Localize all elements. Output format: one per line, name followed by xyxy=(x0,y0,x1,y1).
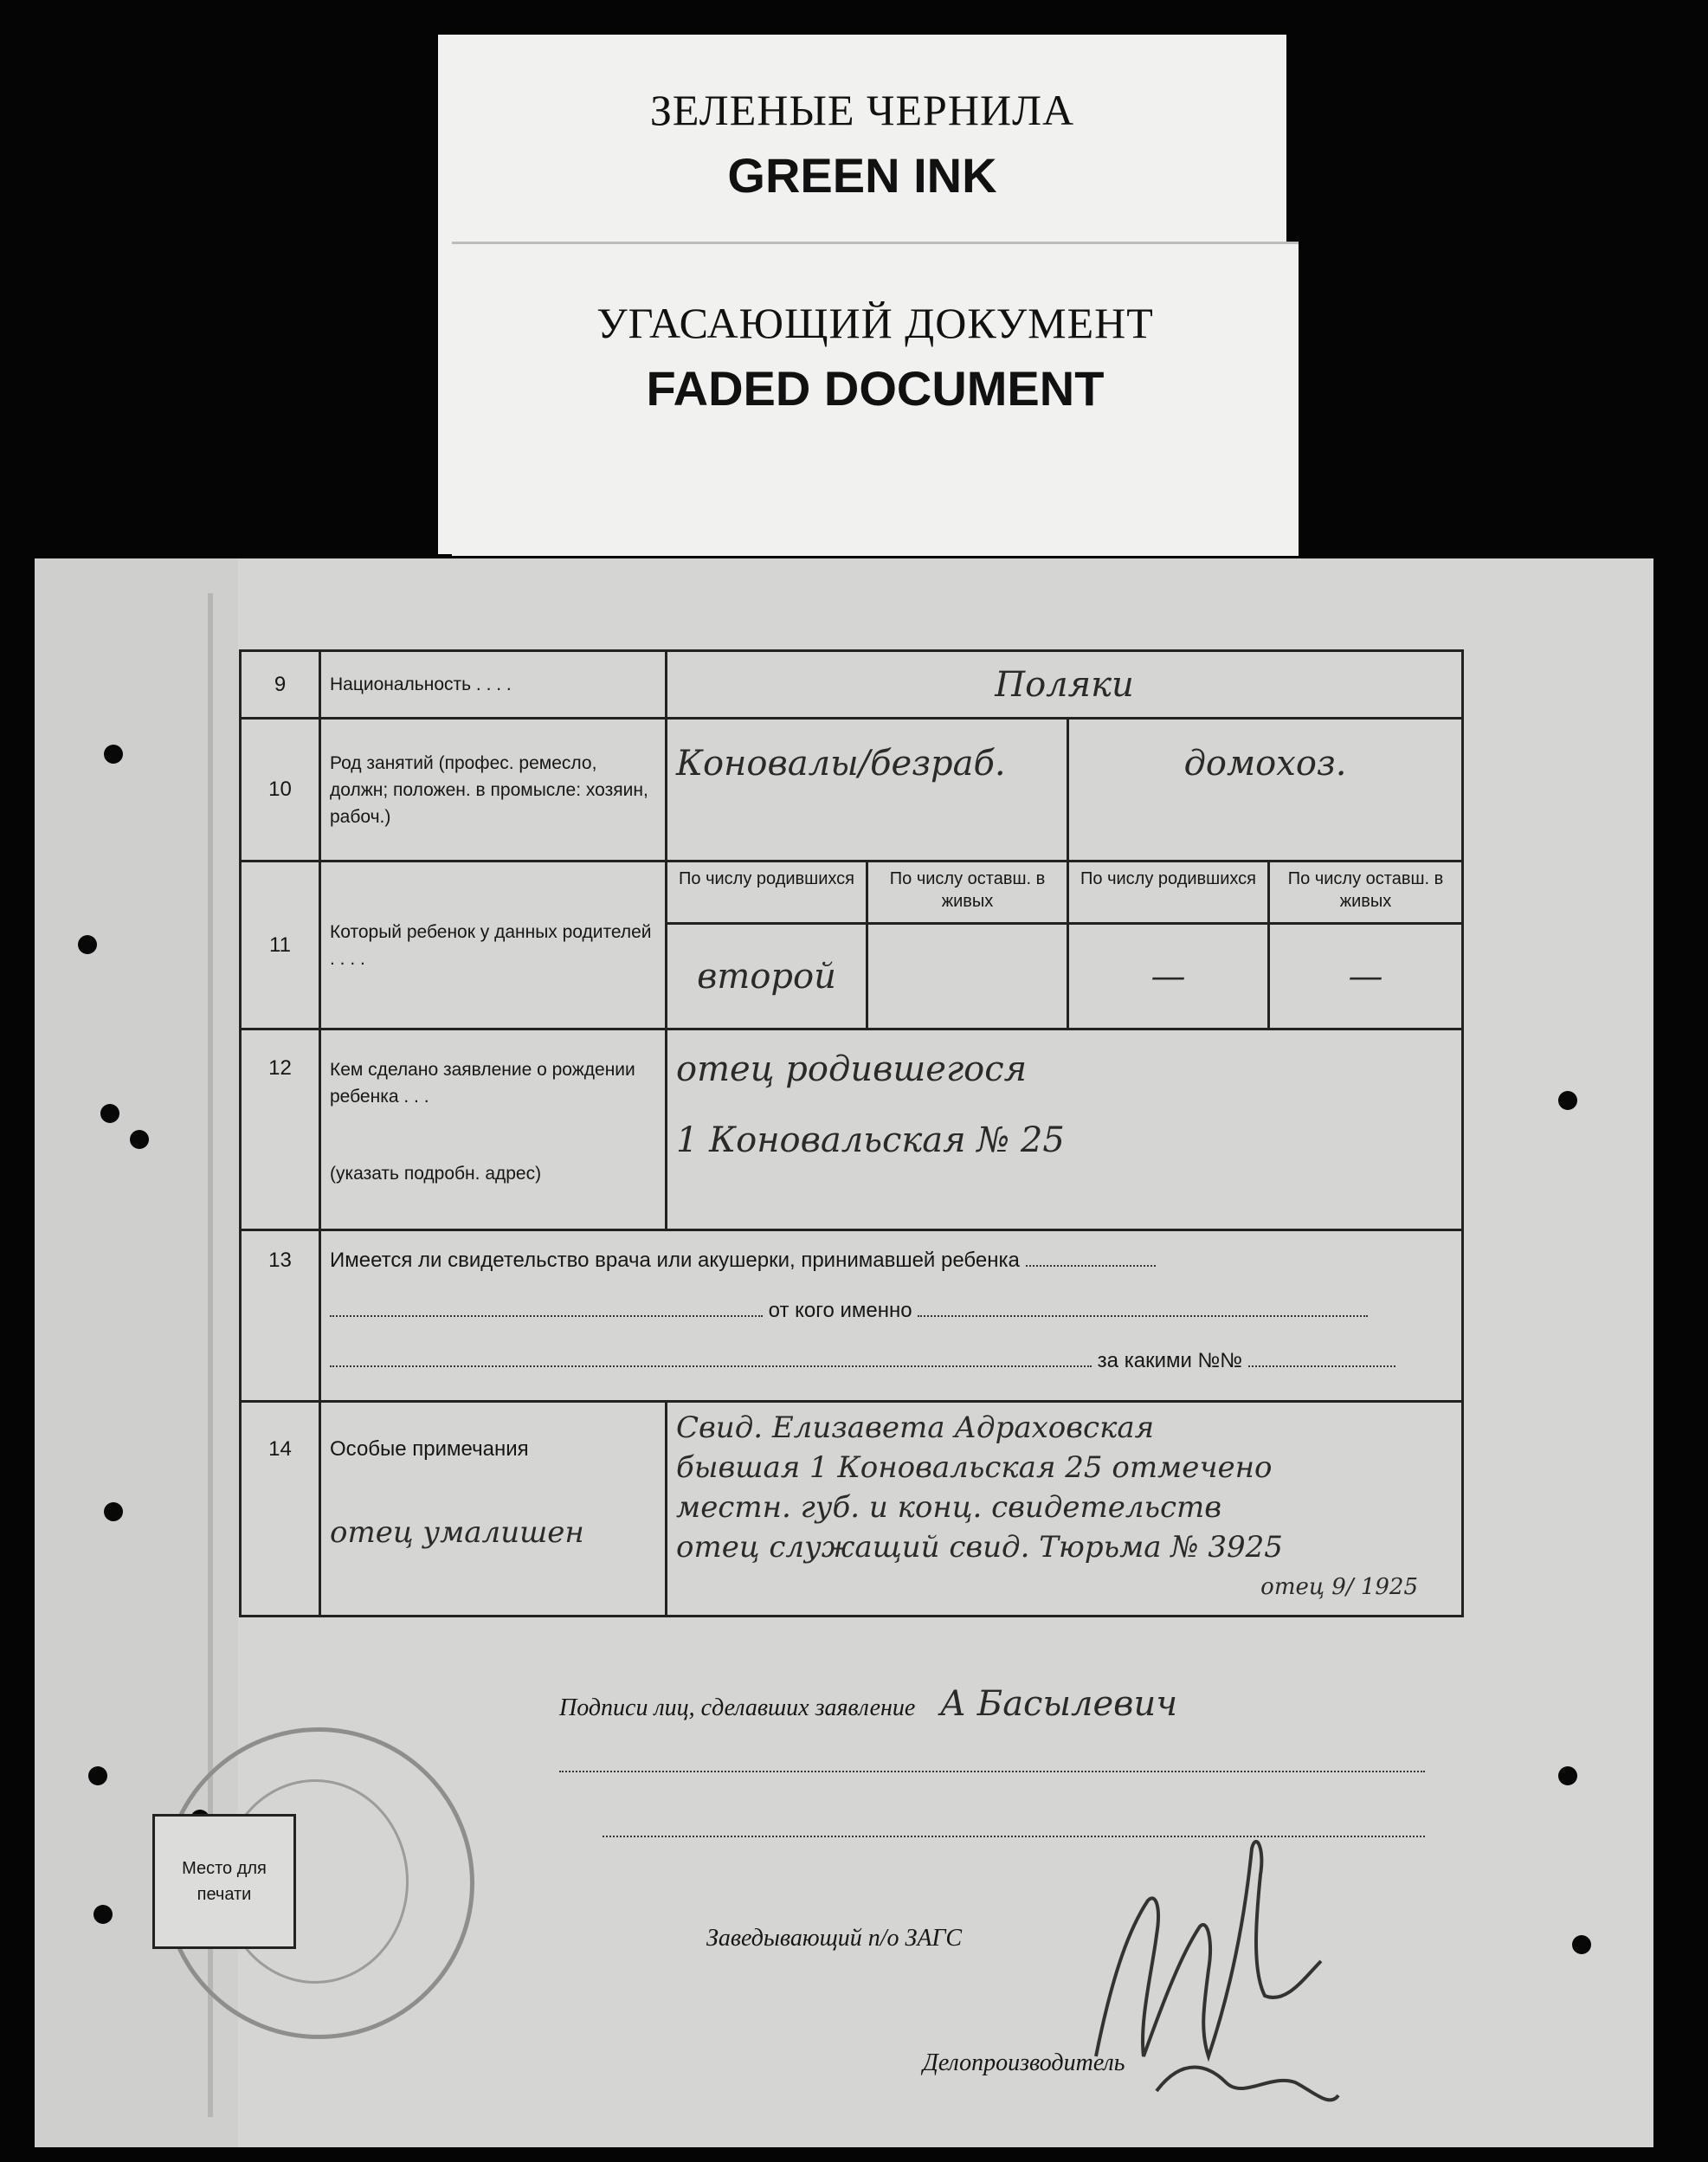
punch-hole xyxy=(93,1905,113,1924)
applicant-address-value: 1 Коновальская № 25 xyxy=(676,1120,1065,1160)
punch-hole xyxy=(100,1104,119,1123)
faded-document-label-card xyxy=(452,244,1299,556)
stamp-place-box xyxy=(152,1814,296,1949)
row-number: 9 xyxy=(241,651,320,719)
row-occupation xyxy=(241,719,1463,862)
child-order-header-born-2: По числу родившихся xyxy=(1068,862,1269,924)
applicant-signature-line xyxy=(559,1684,1177,1724)
clerk-label: Делопроизводитель xyxy=(923,2049,1125,2076)
row-applicant xyxy=(241,1029,1463,1230)
row-nationality xyxy=(241,651,1463,719)
green-ink-label-en: GREEN INK xyxy=(727,148,997,203)
child-order-header-living-2: По числу оставш. в живых xyxy=(1269,862,1463,924)
row-number: 13 xyxy=(241,1230,320,1402)
punch-hole xyxy=(1558,1091,1577,1110)
punch-hole xyxy=(1558,1766,1577,1785)
certificate-from-whom: от кого именно xyxy=(768,1299,912,1322)
nationality-value: Поляки xyxy=(995,664,1134,705)
signatures-section xyxy=(182,1658,1461,2143)
child-order-born-value-2: — xyxy=(1150,956,1186,997)
occupation-father-value: Коновалы/безраб. xyxy=(676,744,1006,784)
special-notes-line-5: отец 9/ 1925 xyxy=(1260,1574,1419,1600)
occupation-mother-value: домохоз. xyxy=(1183,744,1347,784)
nationality-label: Национальность . . . . xyxy=(320,651,667,719)
child-order-header-born: По числу родившихся xyxy=(667,862,867,924)
child-order-label: Который ребенок у данных родителей . . . . xyxy=(320,862,667,1029)
row-child-order-header xyxy=(241,862,1463,924)
row-number: 11 xyxy=(241,862,320,1029)
punch-hole xyxy=(78,935,97,954)
punch-hole xyxy=(1572,1935,1591,1954)
punch-hole xyxy=(104,1502,123,1521)
special-notes-line-1: Свид. Елизавета Адраховская xyxy=(676,1410,1155,1445)
faded-document-label-en: FADED DOCUMENT xyxy=(646,361,1105,416)
registry-head-line xyxy=(706,1925,962,1952)
applicant-signature: А Басылевич xyxy=(939,1684,1178,1724)
row-number: 14 xyxy=(241,1402,320,1617)
child-order-living-value xyxy=(867,924,1068,1029)
special-notes-line-3: местн. губ. и конц. свидетельств xyxy=(676,1490,1222,1525)
occupation-label: Род занятий (профес. ремесло, должн; положен. в промысле: хозяин, рабоч.) xyxy=(320,719,667,862)
applicant-address-label: (указать подробн. адрес) xyxy=(330,1164,542,1184)
special-notes-line-4: отец служащий свид. Тюрьма № 3925 xyxy=(676,1530,1283,1565)
green-ink-label-ru: ЗЕЛЕНЫЕ ЧЕРНИЛА xyxy=(649,86,1075,134)
certificate-numbers: за какими №№ xyxy=(1097,1349,1243,1372)
row-special-notes xyxy=(241,1402,1463,1617)
child-order-living-value-2: — xyxy=(1348,956,1383,997)
row-number: 10 xyxy=(241,719,320,862)
applicant-value: отец родившегося xyxy=(676,1049,1028,1089)
stamp-place-label: Место для печати xyxy=(182,1859,267,1904)
child-order-born-value: второй xyxy=(697,956,836,997)
punch-hole xyxy=(130,1130,149,1149)
applicant-label: Кем сделано заявление о рождении ребенка . . . xyxy=(330,1060,635,1107)
special-notes-line-2: бывшая 1 Коновальская 25 отмечено xyxy=(676,1450,1273,1485)
faded-document-label-ru: УГАСАЮЩИЙ ДОКУМЕНТ xyxy=(596,299,1154,347)
applicant-signature-label: Подписи лиц, сделавших заявление xyxy=(559,1694,916,1721)
row-number: 12 xyxy=(241,1029,320,1230)
form-table xyxy=(239,649,1464,1617)
special-notes-margin-value: отец умалишен xyxy=(330,1515,584,1550)
punch-hole xyxy=(104,745,123,764)
special-notes-label: Особые примечания xyxy=(330,1437,529,1461)
child-order-header-living: По числу оставш. в живых xyxy=(867,862,1068,924)
birth-record-form xyxy=(35,558,1653,2147)
head-signature-scribble xyxy=(1079,1797,1356,2126)
certificate-question: Имеется ли свидетельство врача или акушерки, принимавшей ребенка xyxy=(330,1249,1020,1272)
punch-hole xyxy=(88,1766,107,1785)
row-certificate xyxy=(241,1230,1463,1402)
registry-head-label: Заведывающий п/о ЗАГС xyxy=(706,1925,963,1952)
